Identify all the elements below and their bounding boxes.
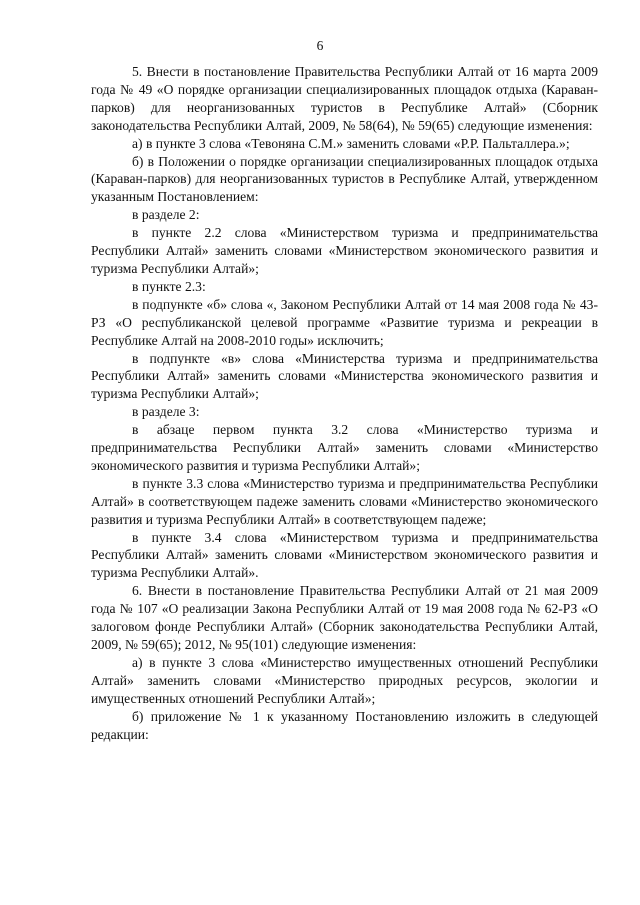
paragraph-subpoint-v: в подпункте «в» слова «Министерства туризма и предпринимательства Республики Алтай» заменить словами «Министерства экономического развития и туризма Республики Алтай»; [91,350,598,402]
paragraph-item-6b: б) приложение № 1 к указанному Постановлению изложить в следующей редакции: [91,708,598,742]
paragraph-item-6-intro: 6. Внести в постановление Правительства Республики Алтай от 21 мая 2009 года № 107 «О реализации Закона Республики Алтай от 19 мая 2008 года № 62-РЗ «О залоговом фонде Республики Алтай» (Сборник законодательства Республики Алтай, 2009, № 59(65); 2012, № 95(101) следующие изменения: [91,583,598,652]
paragraph-item-5a: а) в пункте 3 слова «Тевоняна С.М.» заменить словами «Р.Р. Пальталлера.»; [132,135,570,151]
paragraph-item-6a: а) в пункте 3 слова «Министерство имущественных отношений Республики Алтай» заменить словами «Министерство природных ресурсов, экологии и имущественных отношений Республики Алтай»; [91,654,598,706]
paragraph-section-3: в разделе 3: [132,404,200,420]
paragraph-point-3-2: в абзаце первом пункта 3.2 слова «Министерство туризма и предпринимательства Республики Алтай» заменить словами «Министерство экономического развития и туризма Республики Алтай»; [91,422,598,473]
paragraph-point-2-3: в пункте 2.3: [132,278,206,294]
paragraph-point-3-3: в пункте 3.3 слова «Министерство туризма и предпринимательства Республики Алтай» в соответствующем падеже заменить словами «Министерство экономического развития и туризма Республики Алтай» в соответствующем падеже; [91,475,598,527]
paragraph-item-5-intro: 5. Внести в постановление Правительства Республики Алтай от 16 марта 2009 года № 49 «О порядке организации специализированных площадок отдыха (Караван-парков) для неорганизованных туристов в Республике Алтай» (Сборник законодательства Республики Алтай, 2009, № 58(64), № 59(65) следующие изменения: [91,64,598,133]
paragraph-point-3-4: в пункте 3.4 слова «Министерством туризма и предпринимательства Республики Алтай» заменить словами «Министерством экономического развития и туризма Республики Алтай». [91,529,598,581]
paragraph-point-2-2: в пункте 2.2 слова «Министерством туризма и предпринимательства Республики Алтай» заменить словами «Министерством экономического развития и туризма Республики Алтай»; [91,225,598,276]
paragraph-item-5b: б) в Положении о порядке организации специализированных площадок отдыха (Караван-парков) для неорганизованных туристов в Республике Алтай, утвержденном указанным Постановлением: [91,153,598,205]
paragraph-section-2: в разделе 2: [132,207,200,223]
document-body [91,63,598,743]
paragraph-subpoint-b: в подпункте «б» слова «, Законом Республики Алтай от 14 мая 2008 года № 43-РЗ «О республиканской целевой программе «Развитие туризма и рекреации в Республике Алтай на 2008-2010 годы» исключить; [91,296,598,348]
page-number: 6 [316,38,324,53]
